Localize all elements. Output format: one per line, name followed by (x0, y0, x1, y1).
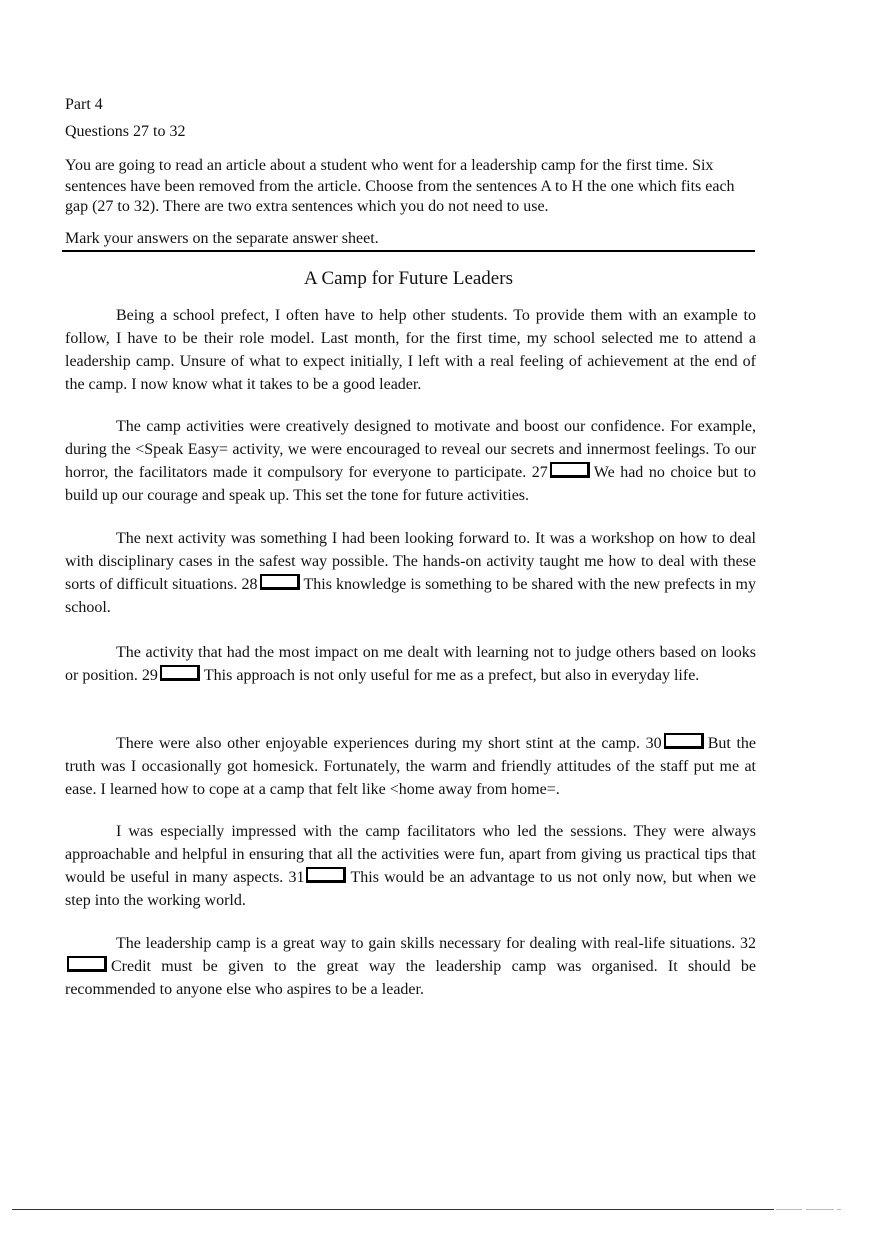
article-title: A Camp for Future Leaders (304, 268, 513, 289)
paragraph-text: Being a school prefect, I often have to help other students. To provide them with an example to follow, I have to be their role model. Last month, for the first time, my school selected me to attend a leadership camp. Unsure of what to expect initially, I left with a real feeling of achievement at the end of the camp. I now know what it takes to be a good leader. (65, 307, 756, 393)
footer-marks (774, 1206, 844, 1212)
answer-gap-27[interactable] (550, 462, 590, 478)
article-paragraph-6 (65, 820, 756, 912)
article-paragraph-1 (65, 304, 756, 396)
paragraph-text: This would be an advantage to us not only now, but when we step into the working world. (65, 869, 756, 909)
paragraph-text: The leadership camp is a great way to gain skills necessary for dealing with real-life situations. 32 (116, 935, 756, 952)
header-divider (62, 250, 755, 252)
article-paragraph-4 (65, 641, 756, 687)
article-paragraph-3 (65, 527, 756, 619)
paragraph-text: This approach is not only useful for me as a prefect, but also in everyday life. (203, 667, 700, 684)
mark-answers-note: Mark your answers on the separate answer sheet. (65, 230, 379, 247)
article-paragraph-5 (65, 732, 756, 801)
answer-gap-32[interactable] (67, 956, 107, 972)
paragraph-text: The activity that had the most impact on me dealt with learning not to judge others based on looks or position. 29 (65, 644, 756, 684)
paragraph-text: Credit must be given to the great way the leadership camp was organised. It should be recommended to anyone else who aspires to be a leader. (65, 958, 756, 998)
paragraph-text: I was especially impressed with the camp facilitators who led the sessions. They were always approachable and helpful in ensuring that all the activities were fun, apart from giving us practical tips that would be useful in many aspects. 31 (65, 823, 756, 886)
paragraph-text: There were also other enjoyable experiences during my short stint at the camp. 30 (116, 735, 662, 752)
answer-gap-28[interactable] (260, 574, 300, 590)
answer-gap-31[interactable] (306, 867, 346, 883)
paragraph-text: We had no choice but to build up our courage and speak up. This set the tone for future activities. (65, 464, 756, 504)
article-paragraph-7 (65, 932, 756, 1001)
answer-gap-29[interactable] (160, 665, 200, 681)
answer-gap-30[interactable] (664, 733, 704, 749)
instructions: You are going to read an article about a student who went for a leadership camp for the first time. Six sentences have been removed from the article. Choose from the sentences A to H the one which fits each gap (27 to 32). There are two extra sentences which you do not need to use. (65, 157, 735, 215)
paragraph-text: The camp activities were creatively designed to motivate and boost our confidence. For example, during the <Speak Easy= activity, we were encouraged to reveal our secrets and innermost feelings. To our horror, the facilitators made it compulsory for everyone to participate. 27 (65, 418, 756, 481)
paragraph-text: This knowledge is something to be shared with the new prefects in my school. (65, 576, 757, 616)
footer-divider (12, 1209, 774, 1210)
article-paragraph-2 (65, 415, 756, 507)
part-label: Part 4 (65, 96, 103, 113)
questions-label: Questions 27 to 32 (65, 123, 186, 140)
paragraph-text: But the truth was I occasionally got homesick. Fortunately, the warm and friendly attitudes of the staff put me at ease. I learned how to cope at a camp that felt like <home away from home=. (65, 735, 756, 798)
paragraph-text: The next activity was something I had been looking forward to. It was a workshop on how to deal with disciplinary cases in the safest way possible. The hands-on activity taught me how to deal with these sorts of difficult situations. 28 (65, 530, 756, 593)
